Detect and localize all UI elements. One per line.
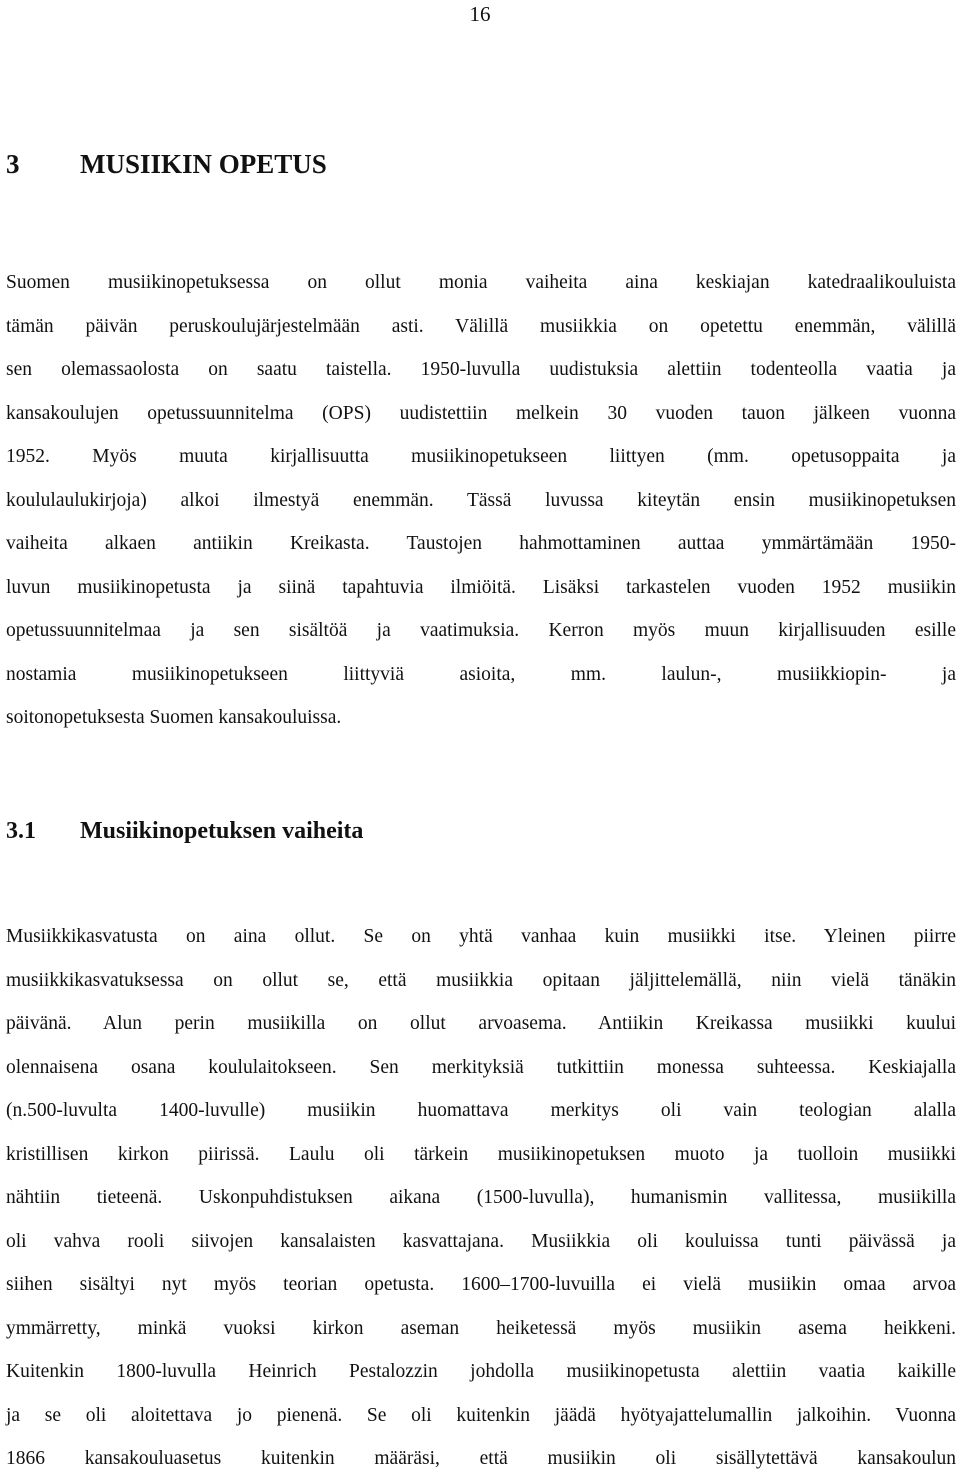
chapter-heading <box>6 147 327 181</box>
paragraph-line: koululaulukirjoja) alkoi ilmestyä enemmän. Tässä luvussa kiteytän ensin musiikinopetuksen <box>6 489 956 511</box>
paragraph-line: kristillisen kirkon piirissä. Laulu oli tärkein musiikinopetuksen muoto ja tuolloin musiikki <box>6 1143 956 1165</box>
paragraph-line: olennaisena osana koululaitokseen. Sen merkityksiä tutkittiin monessa suhteessa. Keskiajalla <box>6 1056 956 1078</box>
paragraph-line: ja se oli aloitettava jo pienenä. Se oli kuitenkin jäädä hyötyajattelumallin jalkoihin. Vuonna <box>6 1404 956 1426</box>
paragraph-line: opetussuunnitelmaa ja sen sisältöä ja vaatimuksia. Kerron myös muun kirjallisuuden esille <box>6 620 956 641</box>
paragraph-line: siihen sisältyi nyt myös teorian opetusta. 1600–1700-luvuilla ei vielä musiikin omaa arvoa <box>6 1274 956 1295</box>
intro-paragraph <box>6 261 956 740</box>
paragraph-line: musiikkikasvatuksessa on ollut se, että musiikkia opitaan jäljittelemällä, niin vielä tänäkin <box>6 969 956 991</box>
paragraph-line: ymmärretty, minkä vuoksi kirkon aseman heiketessä myös musiikin asema heikkeni. <box>6 1317 956 1339</box>
paragraph-line: 1866 kansakouluasetus kuitenkin määräsi, että musiikin oli sisällytettävä kansakoulun <box>6 1448 956 1469</box>
paragraph-line: oli vahva rooli siivojen kansalaisten kasvattajana. Musiikkia oli kouluissa tunti päivässä ja <box>6 1230 956 1252</box>
section-paragraph <box>6 915 956 1481</box>
paragraph-line: 1952. Myös muuta kirjallisuutta musiikinopetukseen liittyen (mm. opetusoppaita ja <box>6 446 956 467</box>
paragraph-line: sen olemassaolosta on saatu taistella. 1950-luvulla uudistuksia alettiin todenteolla vaatia ja <box>6 359 956 380</box>
paragraph-line: (n.500-luvulta 1400-luvulle) musiikin huomattava merkitys oli vain teologian alalla <box>6 1100 956 1121</box>
chapter-number: 3 <box>6 149 20 179</box>
paragraph-line: luvun musiikinopetusta ja siinä tapahtuvia ilmiöitä. Lisäksi tarkastelen vuoden 1952 musiikin <box>6 576 956 598</box>
paragraph-line: päivänä. Alun perin musiikilla on ollut arvoasema. Antiikin Kreikassa musiikki kuului <box>6 1013 956 1034</box>
paragraph-line: Musiikkikasvatusta on aina ollut. Se on yhtä vanhaa kuin musiikki itse. Yleinen piirre <box>6 926 956 947</box>
section-number: 3.1 <box>6 818 36 844</box>
section-heading <box>6 815 363 847</box>
paragraph-line: soitonopetuksesta Suomen kansakouluissa. <box>6 707 342 728</box>
paragraph-line: Kuitenkin 1800-luvulla Heinrich Pestalozzin johdolla musiikinopetusta alettiin vaatia kaikille <box>6 1361 956 1382</box>
paragraph-line: Suomen musiikinopetuksessa on ollut monia vaiheita aina keskiajan katedraalikouluista <box>6 272 956 293</box>
paragraph-line: nostamia musiikinopetukseen liittyviä asioita, mm. laulun-, musiikkiopin- ja <box>6 663 956 685</box>
page-number: 16 <box>469 2 491 26</box>
section-title: Musiikinopetuksen vaiheita <box>80 818 364 844</box>
paragraph-line: tämän päivän peruskoulujärjestelmään asti. Välillä musiikkia on opetettu enemmän, välillä <box>6 315 956 337</box>
paragraph-line: kansakoulujen opetussuunnitelma (OPS) uudistettiin melkein 30 vuoden tauon jälkeen vuonna <box>6 402 956 424</box>
chapter-title: MUSIIKIN OPETUS <box>80 149 327 179</box>
paragraph-line: nähtiin tieteenä. Uskonpuhdistuksen aikana (1500-luvulla), humanismin vallitessa, musiikilla <box>6 1187 956 1208</box>
paragraph-line: vaiheita alkaen antiikin Kreikasta. Taustojen hahmottaminen auttaa ymmärtämään 1950- <box>6 533 956 554</box>
